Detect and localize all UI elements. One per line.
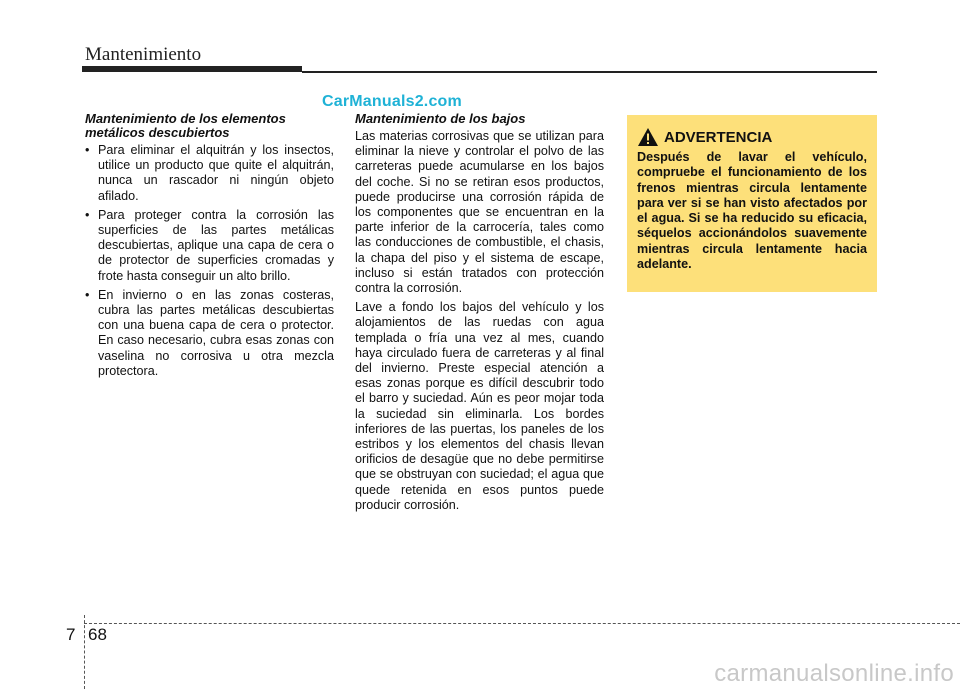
site-watermark-bottom: carmanualsonline.info xyxy=(714,660,954,687)
column-underbody-care xyxy=(355,112,604,517)
paragraph: Las materias corrosivas que se utilizan para eliminar la nieve y controlar el polvo de las carreteras puede acumularse en los bajos del coche. Si no se retiran esos productos, puede producirse una corrosión rápida de los componentes que se encuentran en la parte inferior de la carrocería, tales como las conducciones de combustible, el chasis, la chapa del piso y el sistema de escape, incluso si están tratados con protección contra la corrosión. xyxy=(355,129,604,296)
footer-divider-horizontal xyxy=(84,623,960,624)
header-bar xyxy=(82,66,302,72)
paragraph: Lave a fondo los bajos del vehículo y los alojamientos de las ruedas con agua templada o fría una vez al mes, cuando haya circulado fuera de carreteras y al final del invierno. Preste especial atención a esas zonas porque es difícil descubrir todo el barro y suciedad. Aún es peor mojar toda la suciedad sin eliminarla. Los bordes inferiores de las puertas, los paneles de los estribos y los elementos del chasis llevan orificios de desagüe que no debe permitirse que se obstruyan con suciedad; el agua que quede retenida en esos puntos puede producir corrosión. xyxy=(355,300,604,512)
section-title-underbody: Mantenimiento de los bajos xyxy=(355,111,526,126)
footer-divider-vertical xyxy=(84,615,85,689)
list-item: • Para proteger contra la corrosión las superficies de las partes metálicas descubiertas, aplique una capa de cera o de protector de superficies cromadas y frote hasta conseguir un alto brillo. xyxy=(85,207,334,283)
list-item: • Para eliminar el alquitrán y los insectos, utilice un producto que quite el alquitrán, nunca un rascador ni ningún objeto afilado. xyxy=(85,143,334,203)
section-title-metal: Mantenimiento de los elementos metálicos descubiertos xyxy=(85,111,286,140)
warning-box xyxy=(627,115,877,292)
warning-header xyxy=(637,127,867,147)
column-metal-care xyxy=(85,112,334,383)
site-watermark-top: CarManuals2.com xyxy=(322,93,462,110)
page-header-title: Mantenimiento xyxy=(85,44,202,65)
list-item: • En invierno o en las zonas costeras, cubra las partes metálicas descubiertas con una buena capa de cera o protector. En caso necesario, cubra esas zonas con vaselina no corrosiva u otra mezcla protectora. xyxy=(85,287,334,378)
warning-triangle-icon xyxy=(637,127,659,147)
chapter-number: 7 xyxy=(66,625,76,644)
bullet-list xyxy=(85,143,334,379)
warning-body: Después de lavar el vehículo, compruebe el funcionamiento de los frenos mientras circula lentamente para ver si se han visto afectados por el agua. Si se ha reducido su eficacia, séquelos accionándolos suavemente mientras circula lentamente hacia adelante. xyxy=(637,150,867,272)
bullet-icon: • xyxy=(85,287,90,302)
header-rule xyxy=(302,71,877,73)
bullet-icon: • xyxy=(85,207,90,222)
warning-title: ADVERTENCIA xyxy=(664,128,773,146)
page-number: 68 xyxy=(88,625,107,644)
bullet-icon: • xyxy=(85,143,90,157)
